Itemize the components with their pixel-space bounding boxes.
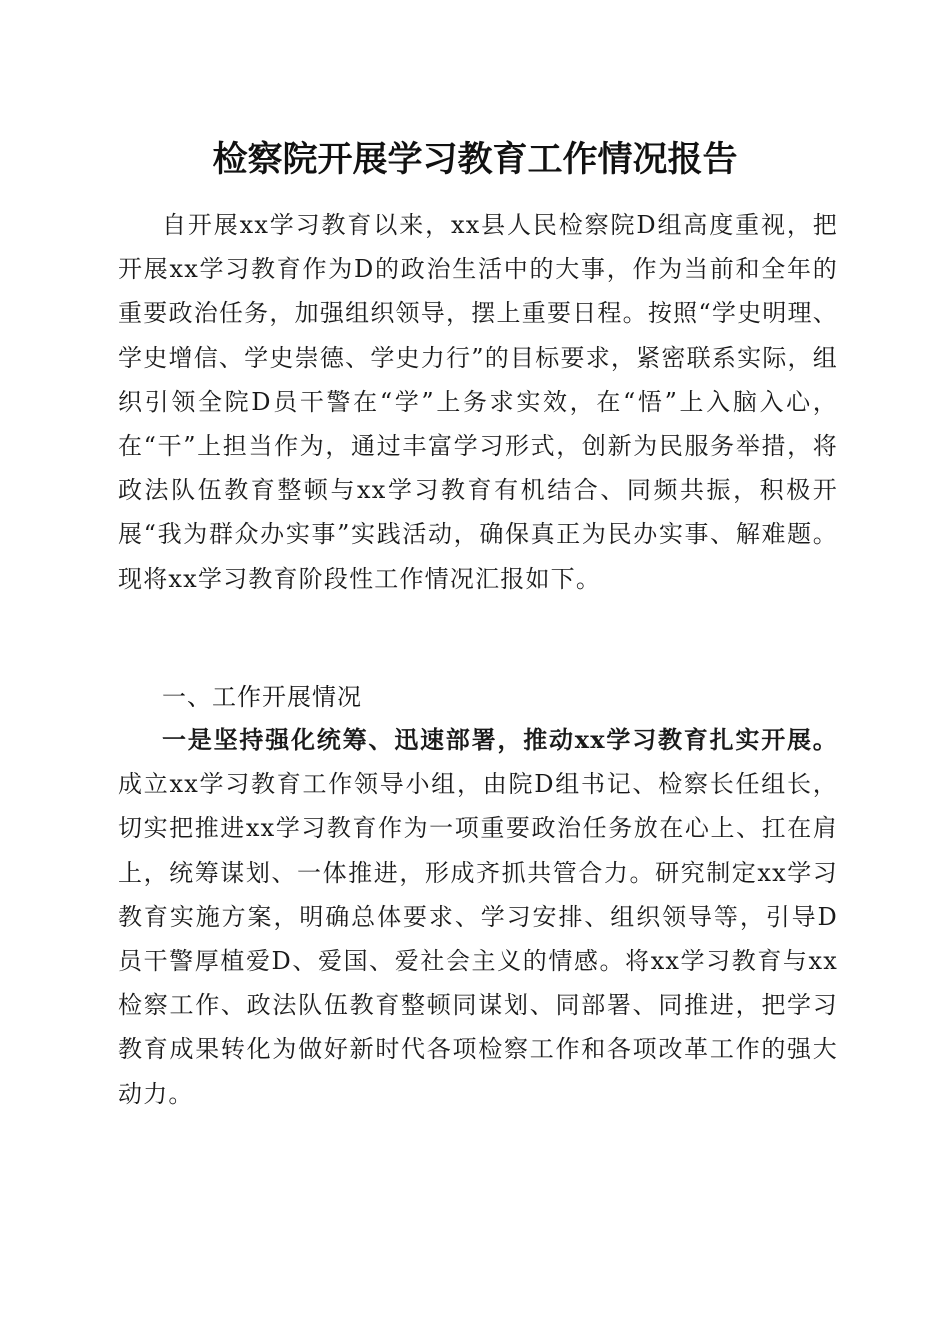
paragraph-lead-sentence: 一是坚持强化统筹、迅速部署，推动xx学习教育扎实开展。 [162, 725, 838, 754]
section-paragraph [118, 718, 838, 1116]
document-title: 检察院开展学习教育工作情况报告 [212, 139, 738, 180]
section-heading: 一、工作开展情况 [162, 683, 362, 711]
intro-paragraph: 自开展xx学习教育以来，xx县人民检察院D组高度重视，把开展xx学习教育作为D的政治生活中的大事，作为当前和全年的重要政治任务，加强组织领导，摆上重要日程。按照“学史明理、学史增信、学史崇德、学史力行”的目标要求，紧密联系实际，组织引领全院D员干警在“学”上务求实效，在“悟”上入脑入心，在“干”上担当作为，通过丰富学习形式，创新为民服务举措，将政法队伍教育整顿与xx学习教育有机结合、同频共振，积极开展“我为群众办实事”实践活动，确保真正为民办实事、解难题。现将xx学习教育阶段性工作情况汇报如下。 [118, 211, 838, 593]
paragraph-body-text: 成立xx学习教育工作领导小组，由院D组书记、检察长任组长，切实把推进xx学习教育作为一项重要政治任务放在心上、扛在肩上，统筹谋划、一体推进，形成齐抓共管合力。研究制定xx学习教育实施方案，明确总体要求、学习安排、组织领导等，引导D员干警厚植爱D、爱国、爱社会主义的情感。将xx学习教育与xx检察工作、政法队伍教育整顿同谋划、同部署、同推进，把学习教育成果转化为做好新时代各项检察工作和各项改革工作的强大动力。 [118, 770, 838, 1108]
